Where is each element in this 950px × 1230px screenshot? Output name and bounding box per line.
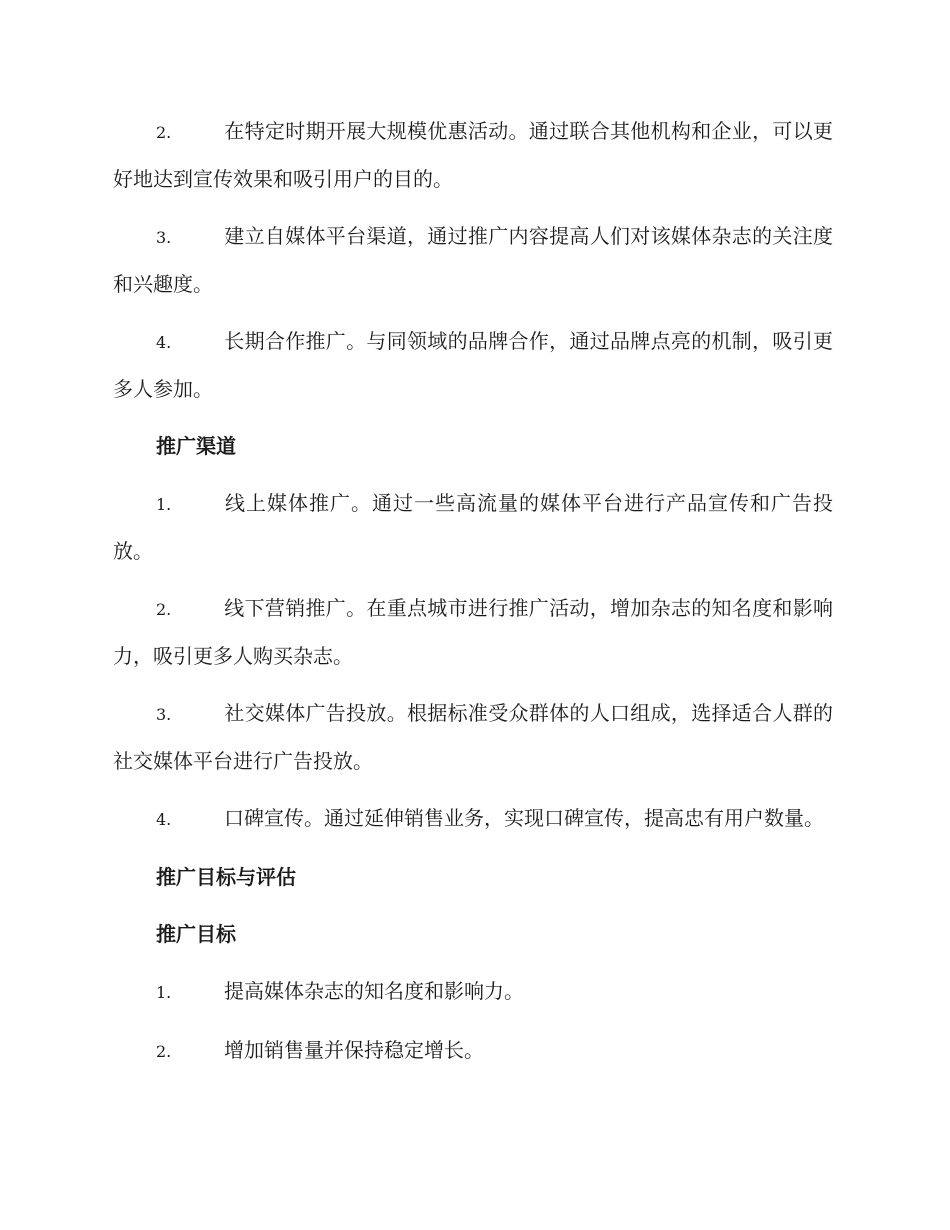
section-heading-channels: 推广渠道 bbox=[156, 434, 236, 458]
list-item bbox=[113, 795, 833, 843]
list-text: 社交媒体广告投放。根据标准受众群体的人口组成，选择适合人群的社交媒体平台进行广告投放。 bbox=[113, 701, 833, 773]
list-item bbox=[113, 213, 833, 307]
list-text: 线上媒体推广。通过一些高流量的媒体平台进行产品宣传和广告投放。 bbox=[113, 491, 833, 563]
list-text: 建立自媒体平台渠道，通过推广内容提高人们对该媒体杂志的关注度和兴趣度。 bbox=[113, 224, 833, 296]
list-number: 3. bbox=[156, 705, 172, 724]
list-number: 1. bbox=[156, 495, 172, 514]
list-number: 4. bbox=[156, 810, 172, 829]
list-text: 线下营销推广。在重点城市进行推广活动，增加杂志的知名度和影响力，吸引更多人购买杂志。 bbox=[113, 596, 833, 668]
list-text: 口碑宣传。通过延伸销售业务，实现口碑宣传，提高忠有用户数量。 bbox=[224, 806, 824, 830]
list-item bbox=[113, 1027, 833, 1075]
document-body bbox=[113, 108, 833, 1086]
list-item bbox=[113, 480, 833, 574]
list-number: 2. bbox=[156, 600, 172, 619]
list-item bbox=[113, 585, 833, 679]
list-number: 4. bbox=[156, 333, 172, 352]
list-item bbox=[113, 318, 833, 412]
section-heading-goals-evaluation: 推广目标与评估 bbox=[156, 865, 296, 889]
list-text: 提高媒体杂志的知名度和影响力。 bbox=[224, 979, 524, 1003]
list-text: 长期合作推广。与同领域的品牌合作，通过品牌点亮的机制，吸引更多人参加。 bbox=[113, 329, 833, 401]
list-number: 2. bbox=[156, 1042, 172, 1061]
list-number: 2. bbox=[156, 123, 172, 142]
list-item bbox=[113, 108, 833, 202]
list-number: 1. bbox=[156, 983, 172, 1002]
list-item bbox=[113, 968, 833, 1016]
list-text: 增加销售量并保持稳定增长。 bbox=[224, 1038, 484, 1062]
list-item bbox=[113, 690, 833, 784]
section-heading-goals: 推广目标 bbox=[156, 922, 236, 946]
list-text: 在特定时期开展大规模优惠活动。通过联合其他机构和企业，可以更好地达到宣传效果和吸引用户的目的。 bbox=[113, 119, 833, 191]
list-number: 3. bbox=[156, 228, 172, 247]
